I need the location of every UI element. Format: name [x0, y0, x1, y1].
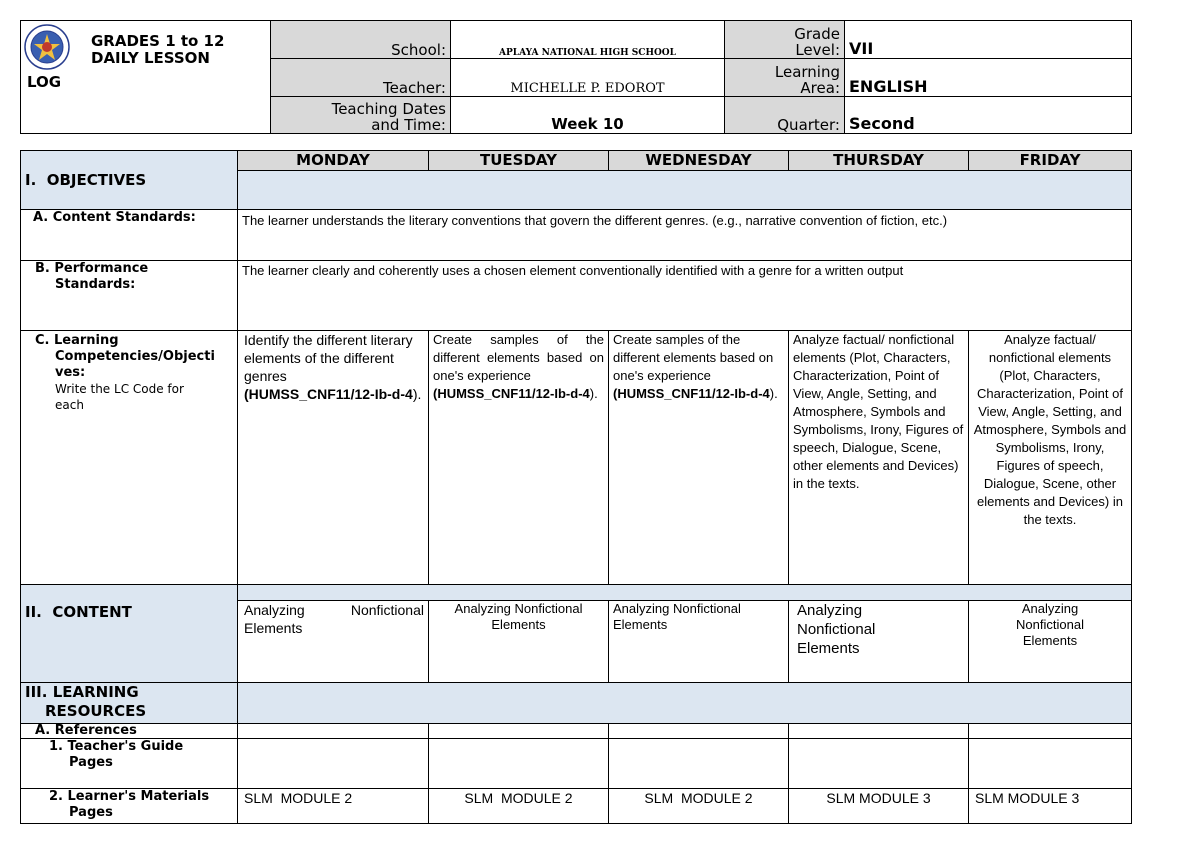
- content-band: [238, 585, 1132, 601]
- references-friday: [969, 724, 1132, 739]
- objectives-heading: I. OBJECTIVES: [21, 151, 238, 210]
- content-standards-label: A. Content Standards:: [21, 210, 238, 261]
- competency-monday: Identify the different literary elements of the different genres (HUMSS_CNF11/12-Ib-d-4).: [238, 331, 429, 585]
- learning-area-label: Learning Area:: [725, 59, 845, 97]
- quarter-value: Second: [845, 97, 1132, 134]
- header-table: [20, 20, 1132, 134]
- deped-seal-icon: [24, 24, 70, 70]
- learners-materials-monday: SLM MODULE 2: [238, 789, 429, 824]
- learners-materials-label: 2. Learner's Materials Pages: [21, 789, 238, 824]
- content-wednesday: Analyzing Nonfictional Elements: [609, 601, 789, 683]
- teachers-guide-tuesday: [429, 739, 609, 789]
- quarter-label: Quarter:: [725, 97, 845, 134]
- day-monday: MONDAY: [238, 151, 429, 171]
- teachers-guide-thursday: [789, 739, 969, 789]
- teacher-label: Teacher:: [271, 59, 451, 97]
- content-monday: Analyzing Nonfictional Elements: [238, 601, 429, 683]
- learners-materials-thursday: SLM MODULE 3: [789, 789, 969, 824]
- school-value: APLAYA NATIONAL HIGH SCHOOL: [451, 21, 725, 59]
- resources-band: [238, 683, 1132, 724]
- grade-level-value: VII: [845, 21, 1132, 59]
- objectives-band: [238, 171, 1132, 210]
- day-thursday: THURSDAY: [789, 151, 969, 171]
- competencies-label: C. Learning Competencies/Objecti ves: Write the LC Code for each: [21, 331, 238, 585]
- teachers-guide-friday: [969, 739, 1132, 789]
- dll-title-log: LOG: [27, 73, 62, 91]
- competency-friday: Analyze factual/ nonfictional elements (Plot, Characters, Characterization, Point of View, Angle, Setting, and Atmosphere, Symbols and Symbolisms, Irony, Figures of speech, Dialogue, Scene, other elements and Devices) in the texts.: [969, 331, 1132, 585]
- references-wednesday: [609, 724, 789, 739]
- content-standards-text: The learner understands the literary conventions that govern the different genres. (e.g., narrative convention of fiction, etc.): [238, 210, 1132, 261]
- content-heading: II. CONTENT: [21, 585, 238, 683]
- dll-title: GRADES 1 to 12 DAILY LESSON: [91, 32, 225, 67]
- content-thursday: Analyzing Nonfictional Elements: [789, 601, 969, 683]
- learners-materials-friday: SLM MODULE 3: [969, 789, 1132, 824]
- teaching-dates-label: Teaching Dates and Time:: [271, 97, 451, 134]
- school-label: School:: [271, 21, 451, 59]
- content-friday: Analyzing Nonfictional Elements: [969, 601, 1132, 683]
- day-wednesday: WEDNESDAY: [609, 151, 789, 171]
- teaching-dates-value: Week 10: [451, 97, 725, 134]
- day-friday: FRIDAY: [969, 151, 1132, 171]
- references-tuesday: [429, 724, 609, 739]
- learning-resources-heading: III. LEARNING RESOURCES: [21, 683, 238, 724]
- logo-title-cell: [21, 21, 271, 134]
- references-label: A. References: [21, 724, 238, 739]
- learners-materials-tuesday: SLM MODULE 2: [429, 789, 609, 824]
- teacher-value: MICHELLE P. EDOROT: [451, 59, 725, 97]
- day-tuesday: TUESDAY: [429, 151, 609, 171]
- teachers-guide-label: 1. Teacher's Guide Pages: [21, 739, 238, 789]
- content-tuesday: Analyzing Nonfictional Elements: [429, 601, 609, 683]
- learners-materials-wednesday: SLM MODULE 2: [609, 789, 789, 824]
- learning-area-value: ENGLISH: [845, 59, 1132, 97]
- teachers-guide-monday: [238, 739, 429, 789]
- performance-standards-label: B. Performance Standards:: [21, 261, 238, 331]
- grade-level-label: Grade Level:: [725, 21, 845, 59]
- references-monday: [238, 724, 429, 739]
- performance-standards-text: The learner clearly and coherently uses a chosen element conventionally identified with a genre for a written output: [238, 261, 1132, 331]
- references-thursday: [789, 724, 969, 739]
- competency-thursday: Analyze factual/ nonfictional elements (Plot, Characters, Characterization, Point of View, Angle, Setting, and Atmosphere, Symbols and Symbolisms, Irony, Figures of speech, Dialogue, Scene, other elements and Devices) in the texts.: [789, 331, 969, 585]
- lesson-log-table: [20, 150, 1132, 824]
- competency-tuesday: Create samples of the different elements based on one's experience (HUMSS_CNF11/12-Ib-d-4).: [429, 331, 609, 585]
- competency-wednesday: Create samples of the different elements based on one's experience (HUMSS_CNF11/12-Ib-d-4).: [609, 331, 789, 585]
- teachers-guide-wednesday: [609, 739, 789, 789]
